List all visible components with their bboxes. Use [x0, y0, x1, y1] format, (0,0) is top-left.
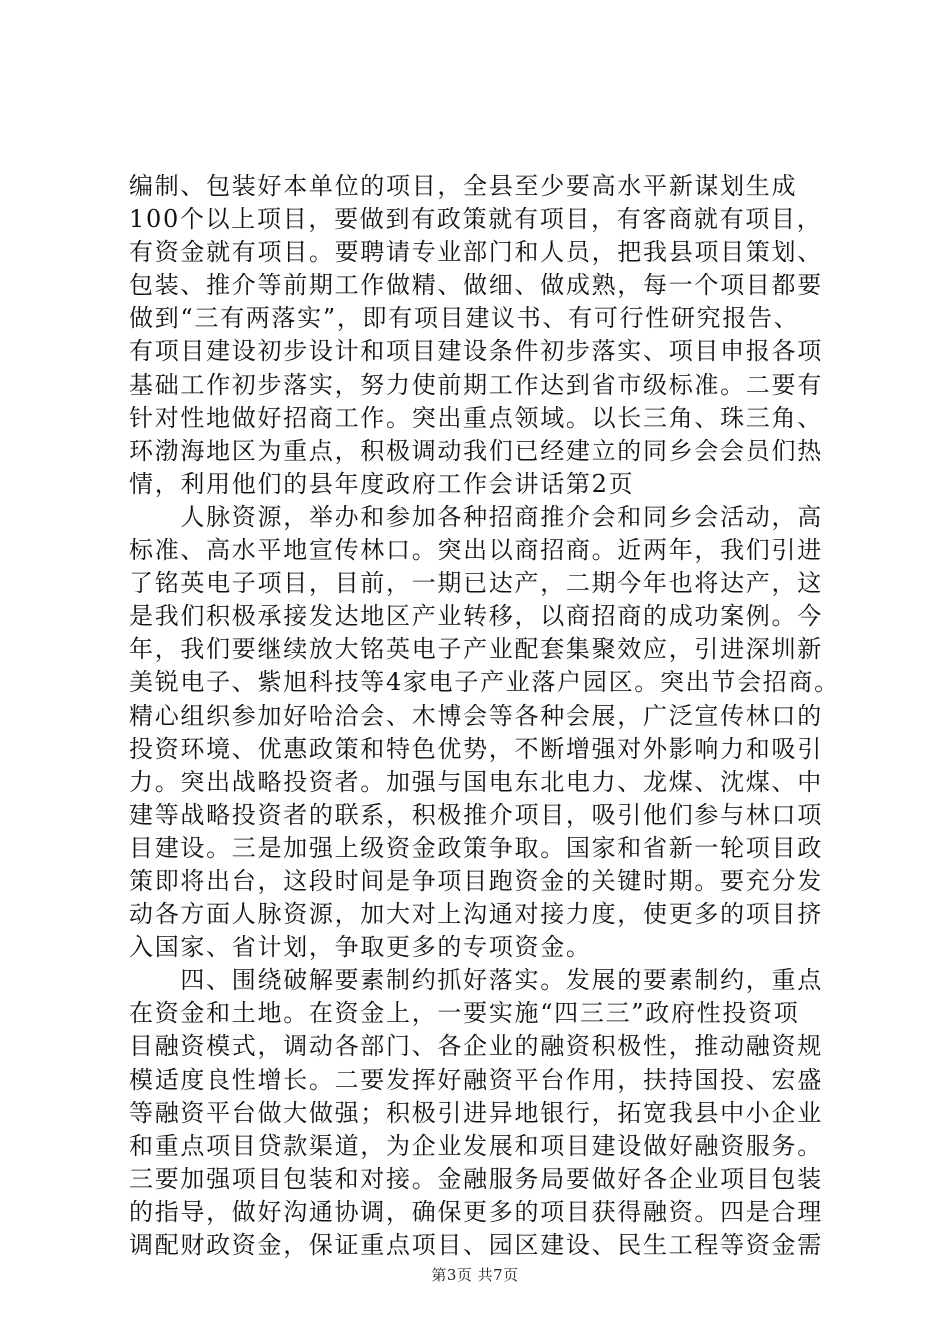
page-footer: 第3页 共7页 — [431, 1266, 519, 1284]
text-line: 的指导，做好沟通协调，确保更多的项目获得融资。四是合理 — [129, 1197, 823, 1226]
text-line: 包装、推介等前期工作做精、做细、做成熟，每一个项目都要 — [129, 271, 823, 300]
text-line: 有项目建设初步设计和项目建设条件初步落实、项目申报各项 — [129, 337, 823, 366]
text-line: 编制、包装好本单位的项目，全县至少要高水平新谋划生成 — [129, 172, 798, 200]
text-line: 美锐电子、紫旭科技等4家电子产业落户园区。突出节会招商。 — [129, 668, 840, 697]
text-line: 有资金就有项目。要聘请专业部门和人员，把我县项目策划、 — [129, 238, 823, 267]
text-line: 精心组织参加好哈洽会、木博会等各种会展，广泛宣传林口的 — [129, 701, 823, 730]
text-line: 了铭英电子项目，目前，一期已达产，二期今年也将达产，这 — [129, 569, 823, 598]
text-line: 人脉资源，举办和参加各种招商推介会和同乡会活动，高 — [129, 502, 823, 531]
text-line: 目建设。三是加强上级资金政策争取。国家和省新一轮项目政 — [129, 833, 823, 862]
text-line: 投资环境、优惠政策和特色优势，不断增强对外影响力和吸引 — [129, 734, 823, 763]
text-line: 和重点项目贷款渠道，为企业发展和项目建设做好融资服务。 — [129, 1131, 823, 1160]
body-text — [129, 170, 849, 1262]
text-line: 是我们积极承接发达地区产业转移，以商招商的成功案例。今 — [129, 602, 823, 631]
text-line: 三要加强项目包装和对接。金融服务局要做好各企业项目包装 — [129, 1164, 823, 1193]
text-line: 年，我们要继续放大铭英电子产业配套集聚效应，引进深圳新 — [129, 635, 823, 664]
text-line: 情，利用他们的县年度政府工作会讲话第2页 — [129, 469, 635, 498]
text-line: 环渤海地区为重点，积极调动我们已经建立的同乡会会员们热 — [129, 436, 823, 465]
text-line: 策即将出台，这段时间是争项目跑资金的关键时期。要充分发 — [129, 866, 823, 895]
text-line: 调配财政资金，保证重点项目、园区建设、民生工程等资金需 — [129, 1231, 823, 1259]
text-line: 建等战略投资者的联系，积极推介项目，吸引他们参与林口项 — [129, 800, 823, 829]
text-line: 在资金和土地。在资金上，一要实施“四三三”政府性投资项 — [129, 999, 800, 1028]
text-line: 目融资模式，调动各部门、各企业的融资积极性，推动融资规 — [129, 1032, 823, 1061]
text-line: 动各方面人脉资源，加大对上沟通对接力度，使更多的项目挤 — [129, 900, 823, 929]
text-line: 针对性地做好招商工作。突出重点领域。以长三角、珠三角、 — [129, 403, 823, 432]
text-line: 模适度良性增长。二要发挥好融资平台作用，扶持国投、宏盛 — [129, 1065, 823, 1094]
text-line: 四、围绕破解要素制约抓好落实。发展的要素制约，重点 — [129, 966, 823, 995]
text-line: 标准、高水平地宣传林口。突出以商招商。近两年，我们引进 — [129, 536, 823, 565]
text-line: 力。突出战略投资者。加强与国电东北电力、龙煤、沈煤、中 — [129, 767, 823, 796]
text-line: 做到“三有两落实”，即有项目建议书、有可行性研究报告、 — [129, 304, 800, 333]
text-line: 入国家、省计划，争取更多的专项资金。 — [129, 933, 592, 962]
text-line: 等融资平台做大做强；积极引进异地银行，拓宽我县中小企业 — [129, 1098, 823, 1127]
text-line: 100个以上项目，要做到有政策就有项目，有客商就有项目， — [129, 205, 823, 234]
text-line: 基础工作初步落实，努力使前期工作达到省市级标准。二要有 — [129, 370, 823, 399]
